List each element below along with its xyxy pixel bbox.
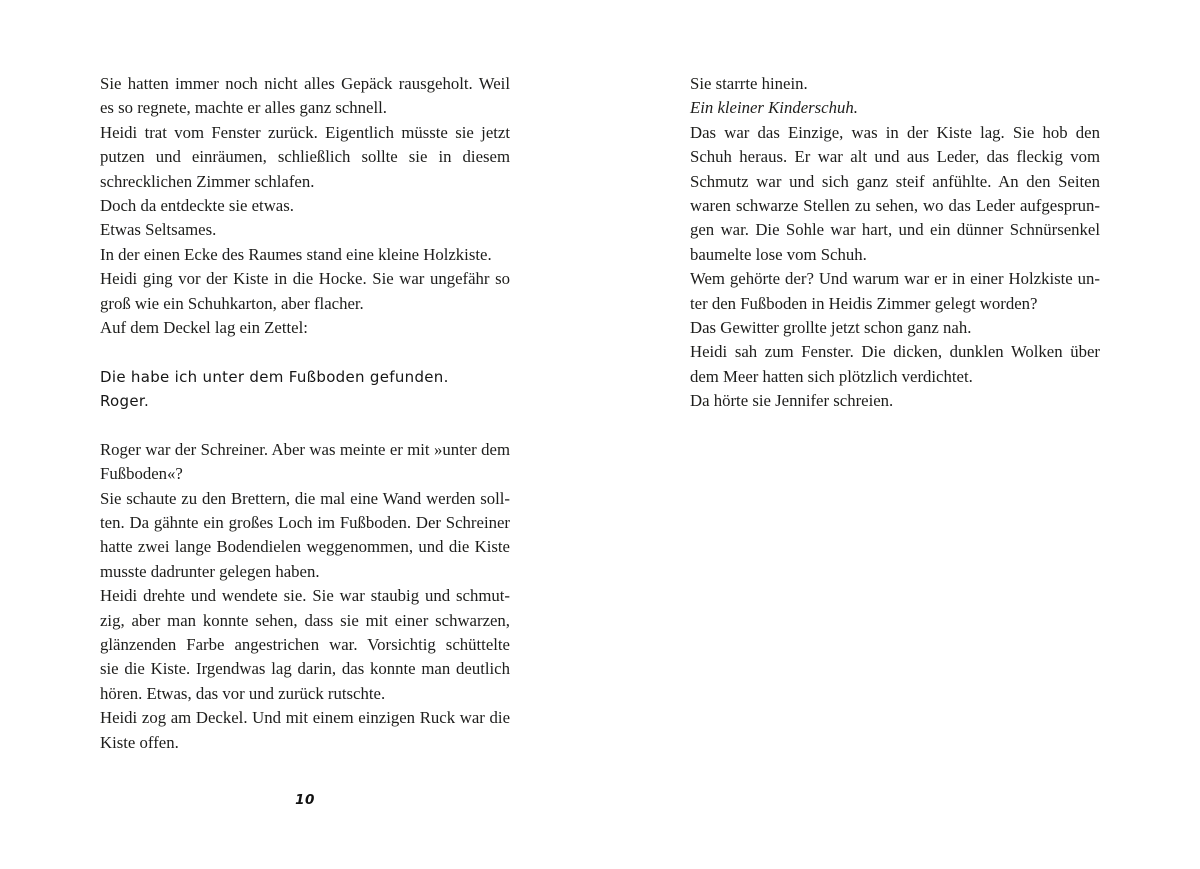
text-line: dem Meer hatten sich plötzlich verdichtet. [690, 366, 973, 386]
text-line: gen war. Die Sohle war hart, und ein dünner Schnürsenkel [690, 220, 1100, 240]
text-line: Fußboden«? [100, 464, 183, 484]
text-line: waren schwarze Stellen zu sehen, wo das Leder aufgesprun- [690, 195, 1100, 215]
right-page [690, 72, 1100, 413]
text-line: Heidi trat vom Fenster zurück. Eigentlich müsste sie jetzt [100, 122, 510, 142]
text-line: Heidi sah zum Fenster. Die dicken, dunklen Wolken über [690, 342, 1100, 362]
handwritten-note-line: Die habe ich unter dem Fußboden gefunden. [100, 367, 449, 386]
text-line: Schmutz war und sich ganz steif anfühlte. An den Seiten [690, 171, 1100, 191]
text-line: ten. Da gähnte ein großes Loch im Fußboden. Der Schreiner [100, 513, 510, 533]
text-line: Heidi zog am Deckel. Und mit einem einzigen Ruck war die [100, 708, 510, 728]
text-line: Doch da entdeckte sie etwas. [100, 195, 294, 215]
text-line: hören. Etwas, das vor und zurück rutschte. [100, 683, 386, 703]
text-line: zig, aber man konnte sehen, dass sie mit einer schwarzen, [100, 610, 510, 630]
text-line: Auf dem Deckel lag ein Zettel: [100, 317, 308, 337]
text-line: musste dadrunter gelegen haben. [100, 561, 320, 581]
blank-line [100, 413, 510, 437]
text-line: Heidi drehte und wendete sie. Sie war staubig und schmut- [100, 586, 510, 606]
text-line: Etwas Seltsames. [100, 220, 217, 240]
page-number: 10 [295, 792, 315, 808]
text-line: Sie schaute zu den Brettern, die mal eine Wand werden soll- [100, 488, 510, 508]
text-line: Sie hatten immer noch nicht alles Gepäck rausgeholt. Weil [100, 74, 510, 93]
handwritten-note-line: Roger. [100, 392, 150, 411]
text-line: hatte zwei lange Bodendielen weggenommen, und die Kiste [100, 537, 510, 557]
text-line: baumelte lose vom Schuh. [690, 244, 867, 264]
text-line: Sie starrte hinein. [690, 74, 808, 93]
text-line: Das Gewitter grollte jetzt schon ganz nah. [690, 317, 972, 337]
text-line: ter den Fußboden in Heidis Zimmer gelegt worden? [690, 293, 1038, 313]
text-line: groß wie ein Schuhkarton, aber flacher. [100, 293, 364, 313]
text-line: es so regnete, machte er alles ganz schnell. [100, 98, 387, 118]
text-line: Das war das Einzige, was in der Kiste lag. Sie hob den [690, 122, 1100, 142]
left-page [100, 72, 510, 755]
text-line: Da hörte sie Jennifer schreien. [690, 391, 894, 411]
text-line: sie die Kiste. Irgendwas lag darin, das konnte man deutlich [100, 659, 510, 679]
text-line: putzen und einräumen, schließlich sollte sie in diesem [100, 147, 510, 167]
text-line: Roger war der Schreiner. Aber was meinte er mit »unter dem [100, 439, 510, 459]
blank-line [100, 340, 510, 364]
text-line: Kiste offen. [100, 732, 179, 752]
text-line: Wem gehörte der? Und warum war er in einer Holzkiste un- [690, 269, 1100, 289]
text-line: glänzenden Farbe angestrichen war. Vorsichtig schüttelte [100, 634, 510, 654]
text-line: Ein kleiner Kinderschuh. [690, 98, 858, 118]
text-line: Heidi ging vor der Kiste in die Hocke. Sie war ungefähr so [100, 269, 510, 289]
text-line: In der einen Ecke des Raumes stand eine kleine Holzkiste. [100, 244, 492, 264]
text-line: schrecklichen Zimmer schlafen. [100, 171, 315, 191]
text-line: Schuh heraus. Er war alt und aus Leder, das fleckig vom [690, 147, 1100, 167]
